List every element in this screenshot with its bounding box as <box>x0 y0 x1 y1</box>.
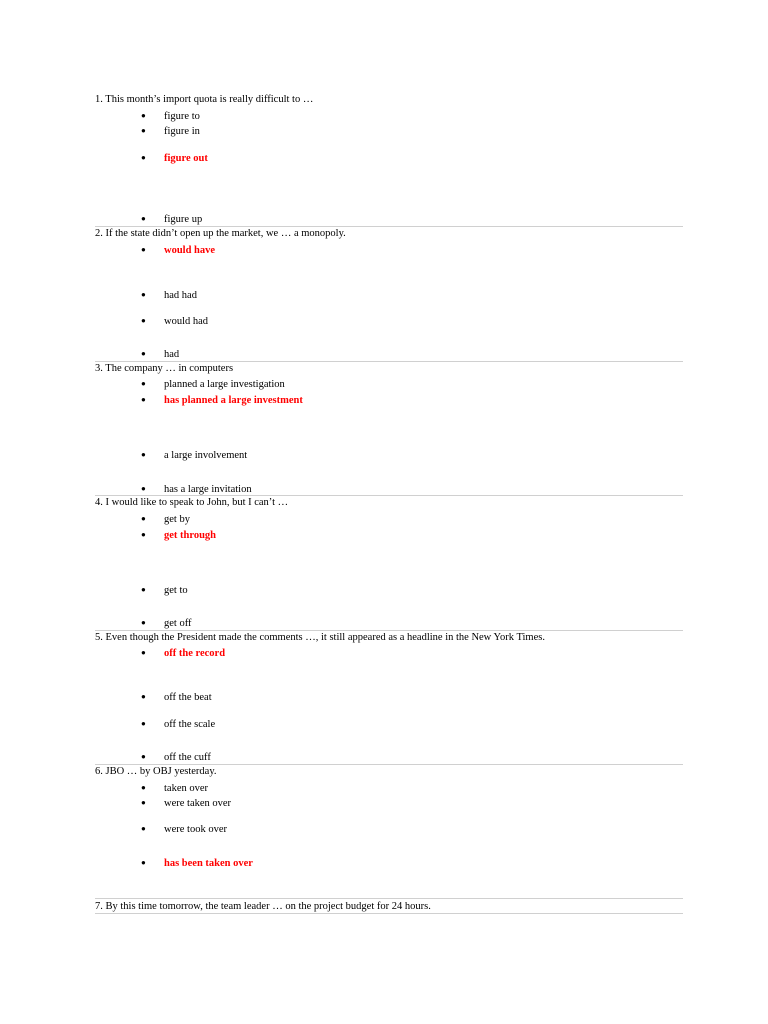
bullet-dot-icon: ● <box>141 126 146 135</box>
option-label: a large involvement <box>164 450 248 461</box>
bullet-dot-icon: ● <box>141 245 146 254</box>
question-4-option-1[interactable] <box>141 512 190 527</box>
section-divider <box>95 630 683 631</box>
option-label: off the beat <box>164 692 212 703</box>
bullet-dot-icon: ● <box>141 379 146 388</box>
question-2-text: 2. If the state didn’t open up the market, we … a monopoly. <box>95 228 346 239</box>
bullet-dot-icon: ● <box>141 484 146 493</box>
question-4-text: 4. I would like to speak to John, but I can’t … <box>95 497 289 508</box>
correct-answer-label: get through <box>164 530 217 541</box>
section-divider <box>95 764 683 765</box>
question-6-text: 6. JBO … by OBJ yesterday. <box>95 766 217 777</box>
section-divider <box>95 361 683 362</box>
question-3-option-2[interactable] <box>141 393 303 408</box>
section-divider <box>95 913 683 914</box>
question-1-option-1[interactable] <box>141 109 200 124</box>
section-divider <box>95 226 683 227</box>
bullet-dot-icon: ● <box>141 719 146 728</box>
question-2-option-3[interactable] <box>141 314 208 329</box>
option-label: get to <box>164 585 188 596</box>
correct-answer-label: off the record <box>164 648 226 659</box>
option-label: figure to <box>164 111 200 122</box>
bullet-dot-icon: ● <box>141 316 146 325</box>
option-label: planned a large investigation <box>164 379 285 390</box>
bullet-dot-icon: ● <box>141 648 146 657</box>
section-divider <box>95 495 683 496</box>
bullet-dot-icon: ● <box>141 798 146 807</box>
option-label: off the scale <box>164 719 216 730</box>
option-label: were taken over <box>164 798 232 809</box>
bullet-dot-icon: ● <box>141 752 146 761</box>
question-6-option-3[interactable] <box>141 822 227 837</box>
bullet-dot-icon: ● <box>141 858 146 867</box>
option-label: figure up <box>164 214 203 225</box>
option-label: had had <box>164 290 197 301</box>
question-2-option-1[interactable] <box>141 243 215 258</box>
bullet-dot-icon: ● <box>141 349 146 358</box>
question-1-option-2[interactable] <box>141 124 200 139</box>
question-4-option-2[interactable] <box>141 528 216 543</box>
question-2-option-2[interactable] <box>141 288 197 303</box>
bullet-dot-icon: ● <box>141 111 146 120</box>
option-label: figure in <box>164 126 200 137</box>
question-6-option-2[interactable] <box>141 796 231 811</box>
question-5-text: 5. Even though the President made the comments …, it still appeared as a headline in the New York Times. <box>95 632 545 643</box>
question-4-option-3[interactable] <box>141 583 188 598</box>
option-label: off the cuff <box>164 752 211 763</box>
option-label: taken over <box>164 783 209 794</box>
question-3-text: 3. The company … in computers <box>95 363 234 374</box>
question-1-text: 1. This month’s import quota is really difficult to … <box>95 94 314 105</box>
option-label: would had <box>164 316 209 327</box>
option-label: get off <box>164 618 192 629</box>
question-4-option-4[interactable] <box>141 616 192 631</box>
question-7-text: 7. By this time tomorrow, the team leader … on the project budget for 24 hours. <box>95 901 431 912</box>
bullet-dot-icon: ● <box>141 783 146 792</box>
question-5-option-4[interactable] <box>141 750 211 765</box>
bullet-dot-icon: ● <box>141 290 146 299</box>
bullet-dot-icon: ● <box>141 153 146 162</box>
question-3-option-3[interactable] <box>141 448 247 463</box>
question-6-option-1[interactable] <box>141 781 208 796</box>
question-6-option-4[interactable] <box>141 856 253 871</box>
bullet-dot-icon: ● <box>141 214 146 223</box>
bullet-dot-icon: ● <box>141 618 146 627</box>
question-5-option-2[interactable] <box>141 690 212 705</box>
question-5-option-1[interactable] <box>141 646 225 661</box>
bullet-dot-icon: ● <box>141 824 146 833</box>
question-3-option-1[interactable] <box>141 377 285 392</box>
question-1-option-4[interactable] <box>141 212 202 227</box>
option-label: had <box>164 349 180 360</box>
option-label: get by <box>164 514 190 525</box>
bullet-dot-icon: ● <box>141 450 146 459</box>
correct-answer-label: would have <box>164 245 216 256</box>
question-1-option-3[interactable] <box>141 151 208 166</box>
option-label: has a large invitation <box>164 484 252 495</box>
bullet-dot-icon: ● <box>141 530 146 539</box>
bullet-dot-icon: ● <box>141 585 146 594</box>
bullet-dot-icon: ● <box>141 395 146 404</box>
section-divider <box>95 898 683 899</box>
bullet-dot-icon: ● <box>141 514 146 523</box>
option-label: were took over <box>164 824 227 835</box>
correct-answer-label: has been taken over <box>164 858 253 869</box>
question-5-option-3[interactable] <box>141 717 215 732</box>
correct-answer-label: figure out <box>164 153 208 164</box>
bullet-dot-icon: ● <box>141 692 146 701</box>
question-2-option-4[interactable] <box>141 347 179 362</box>
correct-answer-label: has planned a large investment <box>164 395 303 406</box>
